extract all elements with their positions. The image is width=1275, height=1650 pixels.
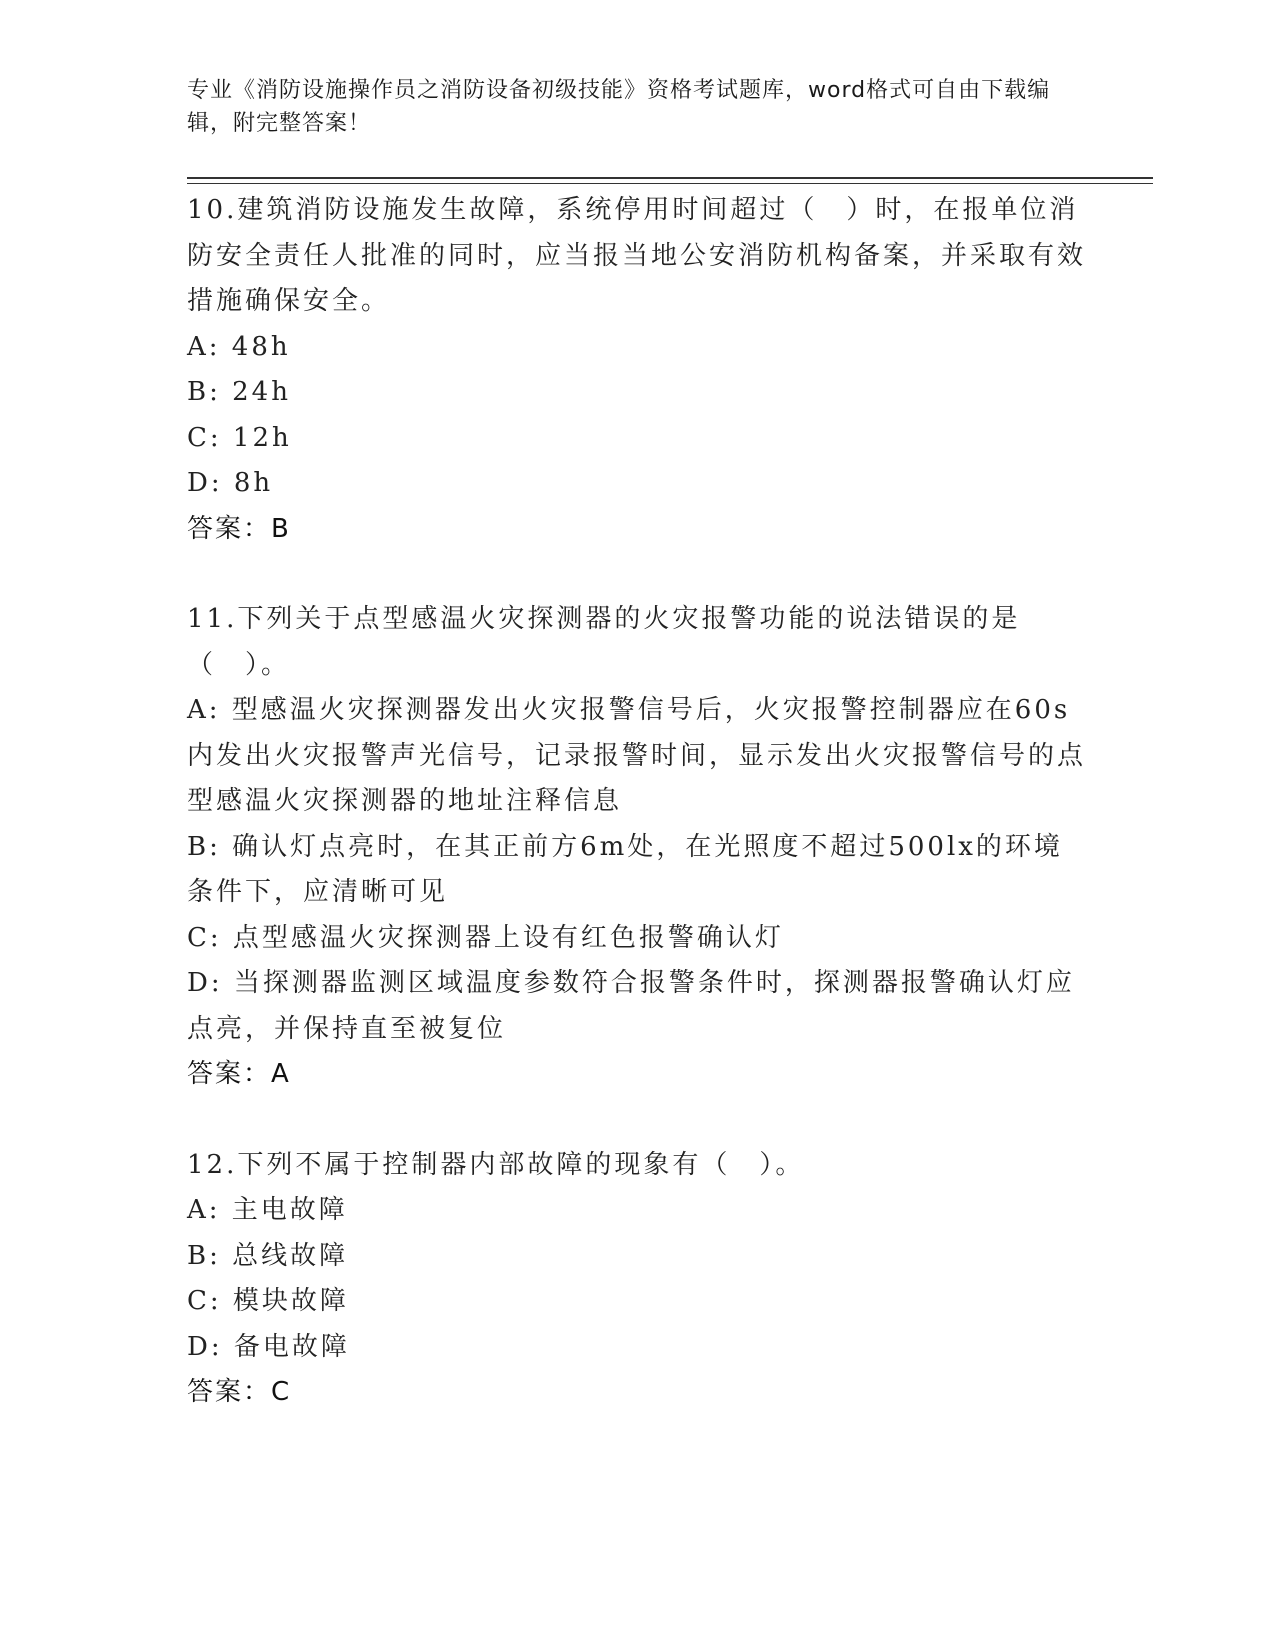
question-text: 11.下列关于点型感温火灾探测器的火灾报警功能的说法错误的是（ ）。 bbox=[187, 604, 1021, 680]
option-a: A: 主电故障 bbox=[187, 1195, 348, 1225]
option-b: B: 总线故障 bbox=[187, 1240, 349, 1271]
option-a: A: 型感温火灾探测器发出火灾报警信号后，火灾报警控制器应在60s内发出火灾报警声光信号，记录报警时间，显示发出火灾报警信号的点型感温火灾探测器的地址注释信息 bbox=[187, 695, 1087, 816]
option-c: C: 点型感温火灾探测器上设有红色报警确认灯 bbox=[187, 922, 784, 953]
question-text: 12.下列不属于控制器内部故障的现象有（ ）。 bbox=[187, 1149, 805, 1180]
option-d: D: 备电故障 bbox=[187, 1331, 350, 1362]
question-spacer bbox=[187, 552, 1087, 597]
question-spacer bbox=[187, 1098, 1087, 1143]
option-b: B: 确认灯点亮时，在其正前方6m处，在光照度不超过500lx的环境条件下，应清晰可见 bbox=[187, 831, 1063, 907]
question-text: 10.建筑消防设施发生故障，系统停用时间超过（ ）时，在报单位消防安全责任人批准的同时，应当报当地公安消防机构备案，并采取有效措施确保安全。 bbox=[187, 195, 1087, 316]
option-d: D: 8h bbox=[187, 468, 274, 498]
header-rule-thick bbox=[187, 177, 1153, 179]
question-11 bbox=[187, 597, 1087, 1098]
document-header: 专业《消防设施操作员之消防设备初级技能》资格考试题库，word格式可自由下载编辑，附完整答案！ bbox=[187, 78, 1051, 136]
option-b: B: 24h bbox=[187, 377, 291, 407]
header-rule-thin bbox=[187, 183, 1153, 184]
answer: 答案：A bbox=[187, 1059, 291, 1089]
answer: 答案：C bbox=[187, 1377, 292, 1407]
option-c: C: 12h bbox=[187, 422, 292, 453]
question-list bbox=[187, 188, 1087, 1416]
question-12 bbox=[187, 1143, 1087, 1416]
option-d: D: 当探测器监测区域温度参数符合报警条件时，探测器报警确认灯应点亮，并保持直至被复位 bbox=[187, 968, 1075, 1044]
question-10 bbox=[187, 188, 1087, 552]
option-a: A: 48h bbox=[187, 331, 291, 362]
answer: 答案：B bbox=[187, 513, 291, 544]
option-c: C: 模块故障 bbox=[187, 1286, 349, 1316]
